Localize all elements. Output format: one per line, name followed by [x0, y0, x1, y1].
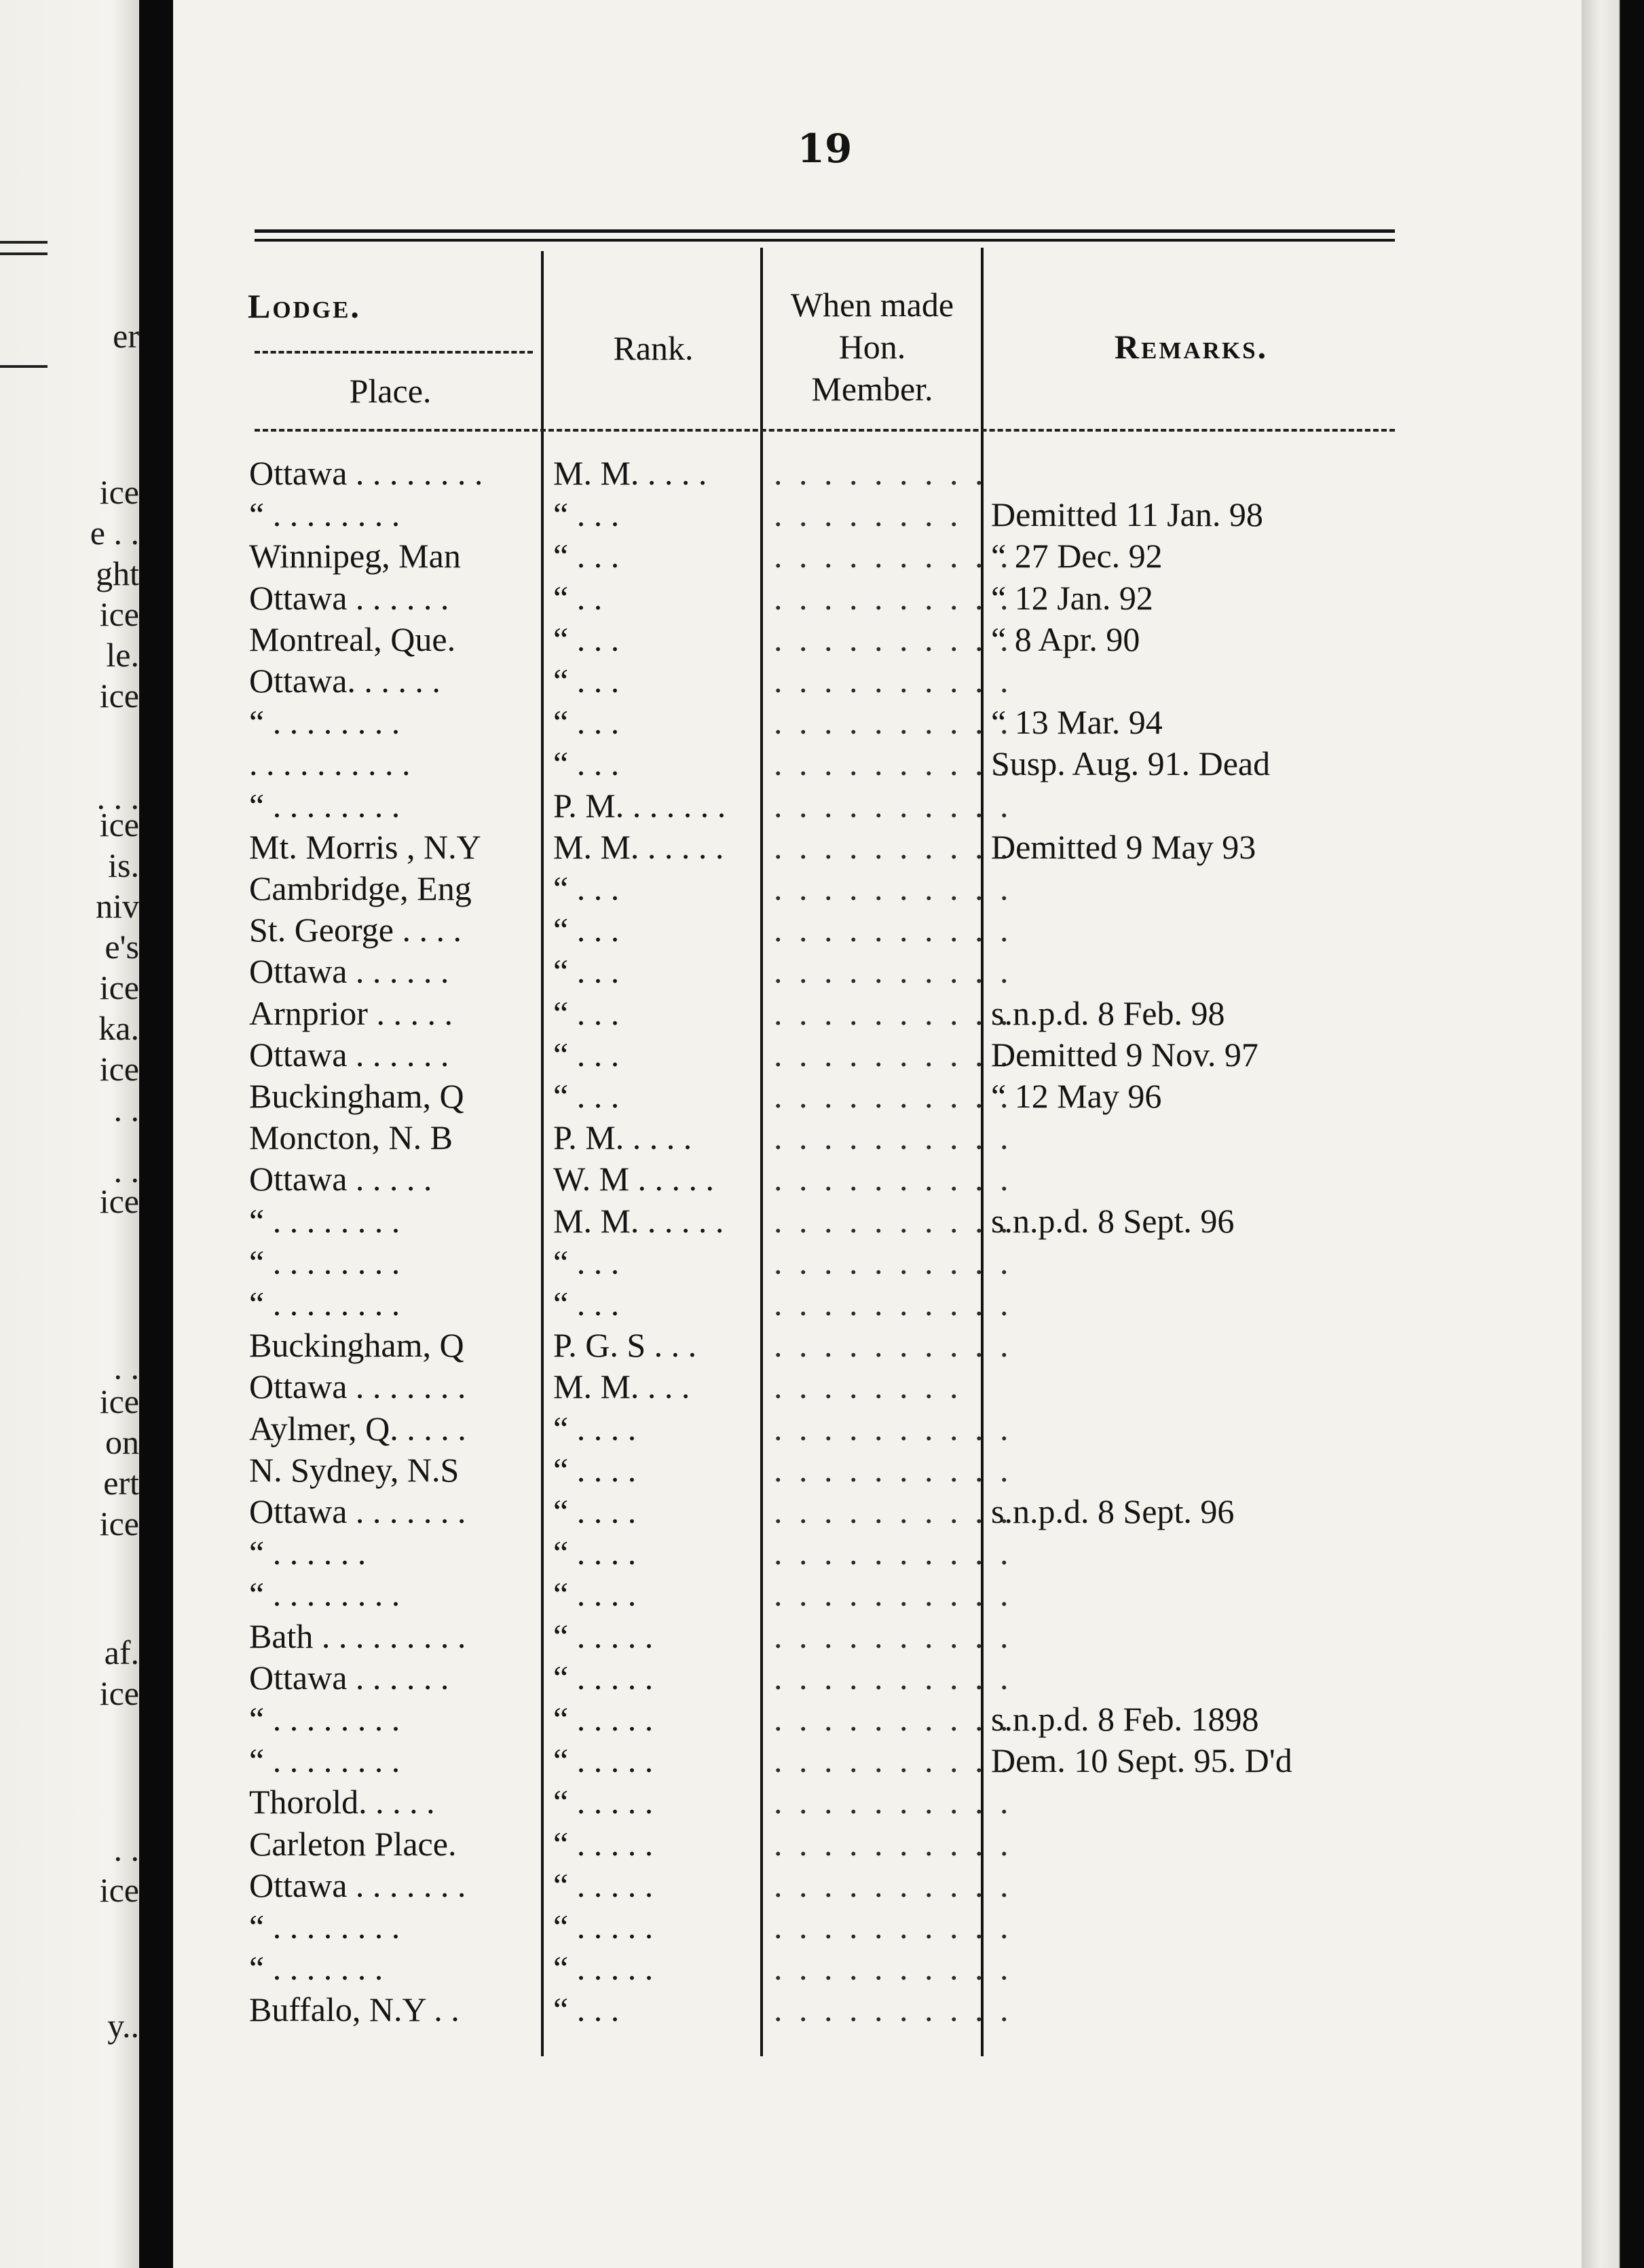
row-rank: M. M. . . .: [553, 1367, 690, 1405]
row-when-made: . . . . . . . . . .: [774, 1659, 1013, 1697]
row-rank: “ . . .: [553, 620, 620, 658]
row-rank: P. G. S . . .: [553, 1326, 697, 1364]
row-place: Ottawa . . . . . .: [249, 579, 449, 617]
row-when-made: . . . . . . . . . .: [774, 1866, 1013, 1904]
left-page-fragment: ice: [99, 1674, 139, 1712]
row-when-made: . . . . . . . . . .: [774, 744, 1013, 782]
row-remarks: Demitted 9 Nov. 97: [991, 1036, 1258, 1074]
row-when-made: . . . . . . . . . .: [774, 1783, 1013, 1821]
left-page-fragment: le.: [106, 636, 139, 674]
left-page-fragment: y..: [107, 2007, 139, 2045]
left-page-fragment: e . .: [90, 514, 139, 552]
row-when-made: . . . . . . . . . .: [774, 1825, 1013, 1863]
row-place: “ . . . . . . . .: [249, 703, 400, 741]
header-when-made-line3: Member.: [811, 370, 933, 408]
row-remarks: Susp. Aug. 91. Dead: [991, 744, 1271, 782]
row-when-made: . . . . . . . . . .: [774, 1700, 1013, 1738]
row-when-made: . . . . . . . . . .: [774, 1908, 1013, 1946]
row-place: Arnprior . . . . .: [249, 994, 453, 1032]
row-when-made: . . . . . . . . . .: [774, 828, 1013, 866]
row-remarks: s.n.p.d. 8 Sept. 96: [991, 1202, 1235, 1240]
row-rank: “ . . . .: [553, 1492, 637, 1530]
left-page-fragment: is.: [108, 846, 139, 884]
row-place: N. Sydney, N.S: [249, 1451, 460, 1489]
row-when-made: . . . . . . . . . .: [774, 1741, 1013, 1779]
row-rank: M. M. . . . . .: [553, 828, 724, 866]
header-when-made-line2: Hon.: [838, 328, 906, 366]
row-when-made: . . . . . . . . . .: [774, 1160, 1013, 1198]
row-rank: “ . . .: [553, 1036, 620, 1074]
row-rank: “ . . .: [553, 744, 620, 782]
row-rank: P. M. . . . .: [553, 1118, 692, 1156]
row-when-made: . . . . . . . . . .: [774, 703, 1013, 741]
row-rank: “ . . .: [553, 994, 620, 1032]
register-page: [173, 0, 1582, 2268]
header-lodge: Lodge.: [248, 287, 361, 325]
row-place: Montreal, Que.: [249, 620, 456, 658]
page-number: 19: [797, 126, 853, 172]
row-place: Ottawa . . . . . .: [249, 1036, 449, 1074]
row-place: Ottawa. . . . . .: [249, 662, 441, 700]
row-remarks: Demitted 11 Jan. 98: [991, 495, 1263, 533]
row-when-made: . . . . . . . . . .: [774, 1326, 1013, 1364]
row-when-made: . . . . . . . . . .: [774, 1077, 1013, 1115]
left-page-fragment: ice: [99, 473, 139, 511]
row-place: Cambridge, Eng: [249, 869, 472, 907]
left-page-fragment: ice: [99, 1382, 139, 1420]
row-when-made: . . . . . . . . . .: [774, 620, 1013, 658]
row-rank: “ . . . .: [553, 1534, 637, 1572]
row-rank: “ . . . . .: [553, 1617, 654, 1655]
left-page-fragment: ice: [99, 1871, 139, 1909]
row-rank: “ . . . . .: [553, 1908, 654, 1946]
row-rank: “ . . .: [553, 1077, 620, 1115]
row-rank: M. M. . . . .: [553, 454, 707, 492]
row-when-made: . . . . . . . . . .: [774, 1617, 1013, 1655]
row-when-made: . . . . . . . . . .: [774, 994, 1013, 1032]
row-when-made: . . . . . . . . . .: [774, 1118, 1013, 1156]
row-remarks: Dem. 10 Sept. 95. D'd: [991, 1741, 1292, 1779]
left-page-fragment: e's: [105, 928, 139, 966]
row-remarks: “ 8 Apr. 90: [991, 620, 1140, 658]
left-page-fragment: on: [105, 1423, 139, 1461]
row-place: “ . . . . . . . .: [249, 1700, 400, 1738]
row-rank: “ . . .: [553, 1243, 620, 1281]
row-place: Aylmer, Q. . . . .: [249, 1410, 466, 1448]
row-when-made: . . . . . . . . . .: [774, 787, 1013, 825]
row-place: Winnipeg, Man: [249, 537, 461, 575]
left-page-fragment: . . .: [96, 778, 139, 816]
row-when-made: . . . . . . . . . .: [774, 1575, 1013, 1613]
row-rank: “ . . . .: [553, 1575, 637, 1613]
row-rank: “ . . . . .: [553, 1949, 654, 1987]
row-place: Ottawa . . . . . . .: [249, 1866, 466, 1904]
row-place: Moncton, N. B: [249, 1118, 453, 1156]
row-place: “ . . . . . . . .: [249, 1575, 400, 1613]
row-when-made: . . . . . . . . . .: [774, 1410, 1013, 1448]
left-page-fragment: ice: [99, 595, 139, 633]
left-page-fragment: ert: [103, 1464, 139, 1502]
row-rank: “ . . .: [553, 952, 620, 990]
row-when-made: . . . . . . . .: [774, 1367, 963, 1405]
row-rank: “ . . .: [553, 1285, 620, 1323]
register-rows: [173, 0, 1582, 2268]
left-page-fragment: af.: [104, 1633, 139, 1671]
left-page-fragment: niv: [96, 887, 139, 925]
row-remarks: s.n.p.d. 8 Sept. 96: [991, 1492, 1235, 1530]
row-place: Buckingham, Q: [249, 1077, 464, 1115]
book-gutter: [139, 0, 173, 2268]
row-when-made: . . . . . . . . .: [774, 454, 988, 492]
row-place: Buffalo, N.Y . .: [249, 1990, 460, 2028]
row-rank: “ . . .: [553, 662, 620, 700]
row-place: “ . . . . . .: [249, 1534, 367, 1572]
left-page-fragment: ice: [99, 806, 139, 844]
row-when-made: . . . . . . . . . .: [774, 1036, 1013, 1074]
header-rank: Rank.: [613, 329, 694, 367]
header-remarks: Remarks.: [1114, 328, 1269, 366]
row-remarks: “ 13 Mar. 94: [991, 703, 1163, 741]
row-remarks: “ 27 Dec. 92: [991, 537, 1163, 575]
row-when-made: . . . . . . . . . .: [774, 537, 1013, 575]
row-when-made: . . . . . . . . . .: [774, 579, 1013, 617]
row-place: Ottawa . . . . . . . .: [249, 454, 483, 492]
row-place: Carleton Place.: [249, 1825, 457, 1863]
row-place: “ . . . . . . .: [249, 1949, 384, 1987]
row-rank: “ . . . .: [553, 1410, 637, 1448]
row-rank: “ . . .: [553, 537, 620, 575]
row-when-made: . . . . . . . . . .: [774, 952, 1013, 990]
row-rank: “ . . . . .: [553, 1741, 654, 1779]
row-place: “ . . . . . . . .: [249, 1202, 400, 1240]
row-rank: P. M. . . . . . .: [553, 787, 726, 825]
row-place: Mt. Morris , N.Y: [249, 828, 481, 866]
row-rank: “ . . .: [553, 703, 620, 741]
row-when-made: . . . . . . . . . .: [774, 1492, 1013, 1530]
row-when-made: . . . . . . . . . .: [774, 1451, 1013, 1489]
row-place: Ottawa . . . . . . .: [249, 1492, 466, 1530]
row-place: “ . . . . . . . .: [249, 495, 400, 533]
row-when-made: . . . . . . . . . .: [774, 911, 1013, 949]
row-place: Thorold. . . . .: [249, 1783, 435, 1821]
row-rank: “ . . . . .: [553, 1783, 654, 1821]
row-rank: “ . . . . .: [553, 1659, 654, 1697]
left-page-fragment: ice: [99, 1505, 139, 1543]
row-rank: M. M. . . . . .: [553, 1202, 724, 1240]
left-page-fragment: . .: [113, 1348, 139, 1386]
row-remarks: “ 12 May 96: [991, 1077, 1162, 1115]
row-rank: W. M . . . . .: [553, 1160, 715, 1198]
row-place: Bath . . . . . . . . .: [249, 1617, 466, 1655]
row-place: “ . . . . . . . .: [249, 1285, 400, 1323]
row-place: Ottawa . . . . . .: [249, 1659, 449, 1697]
row-place: St. George . . . .: [249, 911, 462, 949]
row-remarks: s.n.p.d. 8 Feb. 98: [991, 994, 1225, 1032]
row-place: Buckingham, Q: [249, 1326, 464, 1364]
row-rank: “ . . .: [553, 911, 620, 949]
row-rank: “ . . .: [553, 1990, 620, 2028]
row-place: . . . . . . . . . .: [249, 744, 411, 782]
row-rank: “ . . . .: [553, 1451, 637, 1489]
row-when-made: . . . . . . . . . .: [774, 1949, 1013, 1987]
row-when-made: . . . . . . . . . .: [774, 1285, 1013, 1323]
row-rank: “ . . . . .: [553, 1825, 654, 1863]
row-remarks: “ 12 Jan. 92: [991, 579, 1153, 617]
row-place: “ . . . . . . . .: [249, 787, 400, 825]
row-when-made: . . . . . . . . . .: [774, 1534, 1013, 1572]
row-when-made: . . . . . . . . . .: [774, 1990, 1013, 2028]
left-page-fragment: ka.: [98, 1009, 139, 1047]
header-when-made-line1: When made: [790, 286, 954, 324]
header-place: Place.: [349, 372, 432, 410]
left-page-fragment: ice: [99, 1050, 139, 1088]
left-page-fragment: er: [113, 317, 139, 355]
row-place: Ottawa . . . . . . .: [249, 1367, 466, 1405]
row-place: “ . . . . . . . .: [249, 1741, 400, 1779]
page-edge: [1582, 0, 1644, 2268]
row-rank: “ . .: [553, 579, 603, 617]
row-place: “ . . . . . . . .: [249, 1908, 400, 1946]
row-when-made: . . . . . . . . . .: [774, 662, 1013, 700]
row-when-made: . . . . . . . .: [774, 495, 963, 533]
row-rank: “ . . .: [553, 869, 620, 907]
left-page-fragment: . .: [113, 1152, 139, 1190]
row-place: Ottawa . . . . .: [249, 1160, 432, 1198]
left-rule: [0, 252, 48, 255]
row-when-made: . . . . . . . . . .: [774, 1202, 1013, 1240]
left-rule: [0, 241, 48, 244]
row-rank: “ . . .: [553, 495, 620, 533]
left-page-fragment: ice: [99, 1182, 139, 1220]
row-when-made: . . . . . . . . . .: [774, 869, 1013, 907]
left-page-fragment: ght: [96, 554, 139, 592]
row-remarks: Demitted 9 May 93: [991, 828, 1256, 866]
row-when-made: . . . . . . . . . .: [774, 1243, 1013, 1281]
left-page-fragment: . .: [113, 1091, 139, 1129]
row-place: “ . . . . . . . .: [249, 1243, 400, 1281]
row-remarks: s.n.p.d. 8 Feb. 1898: [991, 1700, 1259, 1738]
left-page-fragment: ice: [99, 677, 139, 715]
left-page-fragment: ice: [99, 968, 139, 1006]
left-page-fragment: . .: [113, 1830, 139, 1868]
left-facing-page: [0, 0, 139, 2268]
row-rank: “ . . . . .: [553, 1866, 654, 1904]
row-rank: “ . . . . .: [553, 1700, 654, 1738]
left-rule: [0, 365, 48, 368]
row-place: Ottawa . . . . . .: [249, 952, 449, 990]
